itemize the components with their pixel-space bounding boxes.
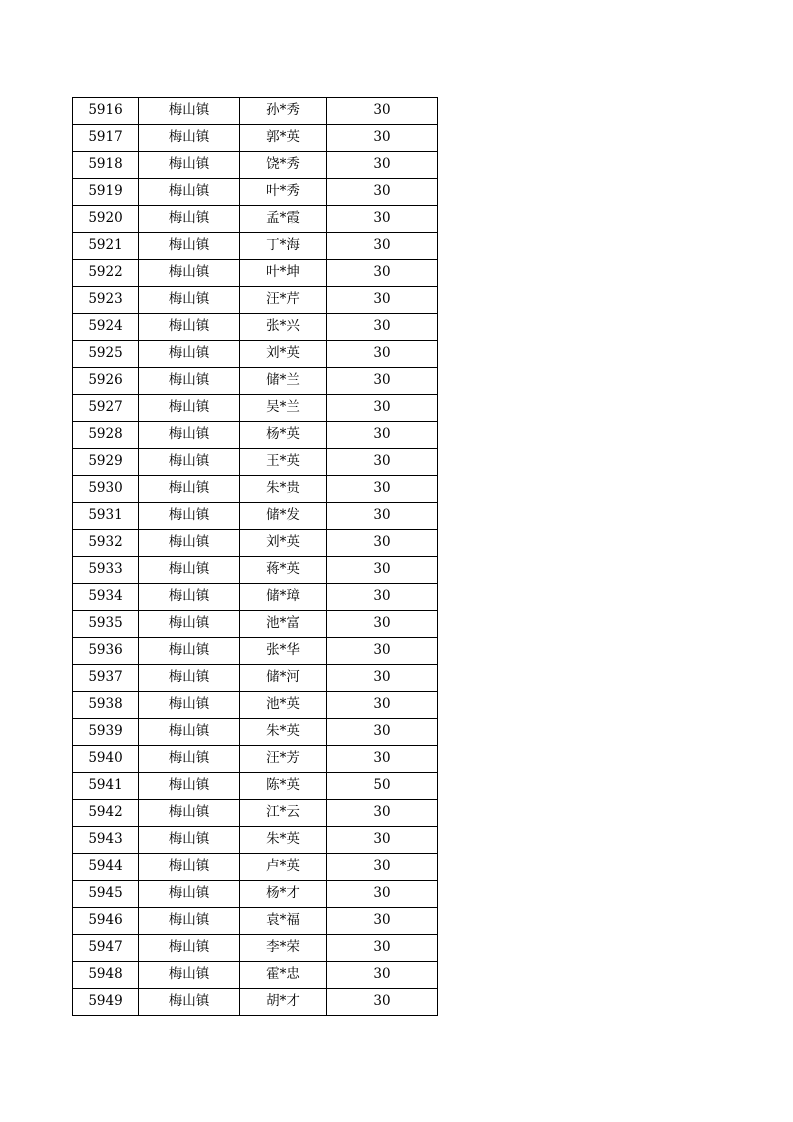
serial-number-cell: 5922	[73, 260, 139, 287]
serial-number-cell: 5934	[73, 584, 139, 611]
table-row	[73, 233, 438, 260]
name-cell: 杨*英	[240, 422, 327, 449]
serial-number-cell: 5933	[73, 557, 139, 584]
table-row	[73, 260, 438, 287]
serial-number-cell: 5938	[73, 692, 139, 719]
name-cell: 池*富	[240, 611, 327, 638]
town-cell: 梅山镇	[139, 314, 240, 341]
town-cell: 梅山镇	[139, 98, 240, 125]
amount-cell: 30	[327, 206, 438, 233]
name-cell: 吴*兰	[240, 395, 327, 422]
roster-table	[72, 97, 438, 1016]
town-cell: 梅山镇	[139, 476, 240, 503]
serial-number-cell: 5929	[73, 449, 139, 476]
table-row	[73, 746, 438, 773]
name-cell: 储*璋	[240, 584, 327, 611]
name-cell: 储*兰	[240, 368, 327, 395]
name-cell: 叶*秀	[240, 179, 327, 206]
table-row	[73, 98, 438, 125]
serial-number-cell: 5936	[73, 638, 139, 665]
amount-cell: 30	[327, 746, 438, 773]
serial-number-cell: 5930	[73, 476, 139, 503]
name-cell: 储*河	[240, 665, 327, 692]
serial-number-cell: 5927	[73, 395, 139, 422]
town-cell: 梅山镇	[139, 584, 240, 611]
name-cell: 张*华	[240, 638, 327, 665]
table-row	[73, 611, 438, 638]
amount-cell: 50	[327, 773, 438, 800]
table-row	[73, 476, 438, 503]
table-row	[73, 854, 438, 881]
town-cell: 梅山镇	[139, 962, 240, 989]
name-cell: 朱*英	[240, 719, 327, 746]
amount-cell: 30	[327, 719, 438, 746]
name-cell: 霍*忠	[240, 962, 327, 989]
serial-number-cell: 5945	[73, 881, 139, 908]
roster-table-body	[73, 98, 438, 1016]
table-row	[73, 341, 438, 368]
amount-cell: 30	[327, 638, 438, 665]
table-row	[73, 152, 438, 179]
name-cell: 汪*芹	[240, 287, 327, 314]
name-cell: 饶*秀	[240, 152, 327, 179]
amount-cell: 30	[327, 314, 438, 341]
amount-cell: 30	[327, 989, 438, 1016]
name-cell: 李*荣	[240, 935, 327, 962]
name-cell: 张*兴	[240, 314, 327, 341]
table-row	[73, 395, 438, 422]
town-cell: 梅山镇	[139, 395, 240, 422]
name-cell: 陈*英	[240, 773, 327, 800]
amount-cell: 30	[327, 395, 438, 422]
table-row	[73, 989, 438, 1016]
town-cell: 梅山镇	[139, 800, 240, 827]
amount-cell: 30	[327, 692, 438, 719]
serial-number-cell: 5939	[73, 719, 139, 746]
name-cell: 朱*贵	[240, 476, 327, 503]
amount-cell: 30	[327, 98, 438, 125]
table-row	[73, 665, 438, 692]
amount-cell: 30	[327, 503, 438, 530]
table-row	[73, 179, 438, 206]
town-cell: 梅山镇	[139, 665, 240, 692]
town-cell: 梅山镇	[139, 287, 240, 314]
serial-number-cell: 5949	[73, 989, 139, 1016]
table-row	[73, 935, 438, 962]
town-cell: 梅山镇	[139, 233, 240, 260]
name-cell: 卢*英	[240, 854, 327, 881]
serial-number-cell: 5931	[73, 503, 139, 530]
name-cell: 杨*才	[240, 881, 327, 908]
name-cell: 池*英	[240, 692, 327, 719]
town-cell: 梅山镇	[139, 530, 240, 557]
table-row	[73, 827, 438, 854]
town-cell: 梅山镇	[139, 152, 240, 179]
name-cell: 袁*福	[240, 908, 327, 935]
serial-number-cell: 5932	[73, 530, 139, 557]
town-cell: 梅山镇	[139, 206, 240, 233]
serial-number-cell: 5919	[73, 179, 139, 206]
town-cell: 梅山镇	[139, 125, 240, 152]
serial-number-cell: 5948	[73, 962, 139, 989]
town-cell: 梅山镇	[139, 908, 240, 935]
table-row	[73, 773, 438, 800]
amount-cell: 30	[327, 827, 438, 854]
table-row	[73, 449, 438, 476]
table-row	[73, 908, 438, 935]
town-cell: 梅山镇	[139, 638, 240, 665]
town-cell: 梅山镇	[139, 827, 240, 854]
serial-number-cell: 5925	[73, 341, 139, 368]
name-cell: 胡*才	[240, 989, 327, 1016]
serial-number-cell: 5935	[73, 611, 139, 638]
name-cell: 王*英	[240, 449, 327, 476]
town-cell: 梅山镇	[139, 989, 240, 1016]
table-row	[73, 638, 438, 665]
amount-cell: 30	[327, 557, 438, 584]
amount-cell: 30	[327, 881, 438, 908]
amount-cell: 30	[327, 530, 438, 557]
table-row	[73, 503, 438, 530]
serial-number-cell: 5928	[73, 422, 139, 449]
table-row	[73, 206, 438, 233]
serial-number-cell: 5941	[73, 773, 139, 800]
table-row	[73, 557, 438, 584]
amount-cell: 30	[327, 665, 438, 692]
table-row	[73, 881, 438, 908]
town-cell: 梅山镇	[139, 503, 240, 530]
serial-number-cell: 5923	[73, 287, 139, 314]
serial-number-cell: 5940	[73, 746, 139, 773]
table-row	[73, 962, 438, 989]
table-row	[73, 584, 438, 611]
amount-cell: 30	[327, 449, 438, 476]
table-row	[73, 719, 438, 746]
amount-cell: 30	[327, 908, 438, 935]
town-cell: 梅山镇	[139, 449, 240, 476]
town-cell: 梅山镇	[139, 881, 240, 908]
name-cell: 储*发	[240, 503, 327, 530]
amount-cell: 30	[327, 935, 438, 962]
serial-number-cell: 5916	[73, 98, 139, 125]
table-row	[73, 368, 438, 395]
table-row	[73, 287, 438, 314]
amount-cell: 30	[327, 287, 438, 314]
name-cell: 郭*英	[240, 125, 327, 152]
amount-cell: 30	[327, 179, 438, 206]
town-cell: 梅山镇	[139, 341, 240, 368]
name-cell: 刘*英	[240, 530, 327, 557]
town-cell: 梅山镇	[139, 746, 240, 773]
amount-cell: 30	[327, 611, 438, 638]
name-cell: 丁*海	[240, 233, 327, 260]
amount-cell: 30	[327, 368, 438, 395]
town-cell: 梅山镇	[139, 422, 240, 449]
table-row	[73, 692, 438, 719]
name-cell: 蒋*英	[240, 557, 327, 584]
table-row	[73, 125, 438, 152]
table-row	[73, 530, 438, 557]
amount-cell: 30	[327, 854, 438, 881]
table-row	[73, 422, 438, 449]
town-cell: 梅山镇	[139, 773, 240, 800]
serial-number-cell: 5918	[73, 152, 139, 179]
town-cell: 梅山镇	[139, 611, 240, 638]
name-cell: 汪*芳	[240, 746, 327, 773]
name-cell: 孟*霞	[240, 206, 327, 233]
serial-number-cell: 5917	[73, 125, 139, 152]
serial-number-cell: 5937	[73, 665, 139, 692]
serial-number-cell: 5921	[73, 233, 139, 260]
name-cell: 朱*英	[240, 827, 327, 854]
serial-number-cell: 5926	[73, 368, 139, 395]
name-cell: 刘*英	[240, 341, 327, 368]
amount-cell: 30	[327, 800, 438, 827]
name-cell: 江*云	[240, 800, 327, 827]
amount-cell: 30	[327, 584, 438, 611]
town-cell: 梅山镇	[139, 368, 240, 395]
town-cell: 梅山镇	[139, 260, 240, 287]
amount-cell: 30	[327, 422, 438, 449]
serial-number-cell: 5920	[73, 206, 139, 233]
town-cell: 梅山镇	[139, 557, 240, 584]
town-cell: 梅山镇	[139, 935, 240, 962]
amount-cell: 30	[327, 152, 438, 179]
town-cell: 梅山镇	[139, 719, 240, 746]
table-row	[73, 800, 438, 827]
serial-number-cell: 5924	[73, 314, 139, 341]
name-cell: 孙*秀	[240, 98, 327, 125]
table-row	[73, 314, 438, 341]
serial-number-cell: 5944	[73, 854, 139, 881]
amount-cell: 30	[327, 476, 438, 503]
town-cell: 梅山镇	[139, 854, 240, 881]
serial-number-cell: 5943	[73, 827, 139, 854]
serial-number-cell: 5942	[73, 800, 139, 827]
name-cell: 叶*坤	[240, 260, 327, 287]
amount-cell: 30	[327, 260, 438, 287]
amount-cell: 30	[327, 125, 438, 152]
town-cell: 梅山镇	[139, 179, 240, 206]
amount-cell: 30	[327, 233, 438, 260]
serial-number-cell: 5947	[73, 935, 139, 962]
amount-cell: 30	[327, 962, 438, 989]
amount-cell: 30	[327, 341, 438, 368]
serial-number-cell: 5946	[73, 908, 139, 935]
town-cell: 梅山镇	[139, 692, 240, 719]
